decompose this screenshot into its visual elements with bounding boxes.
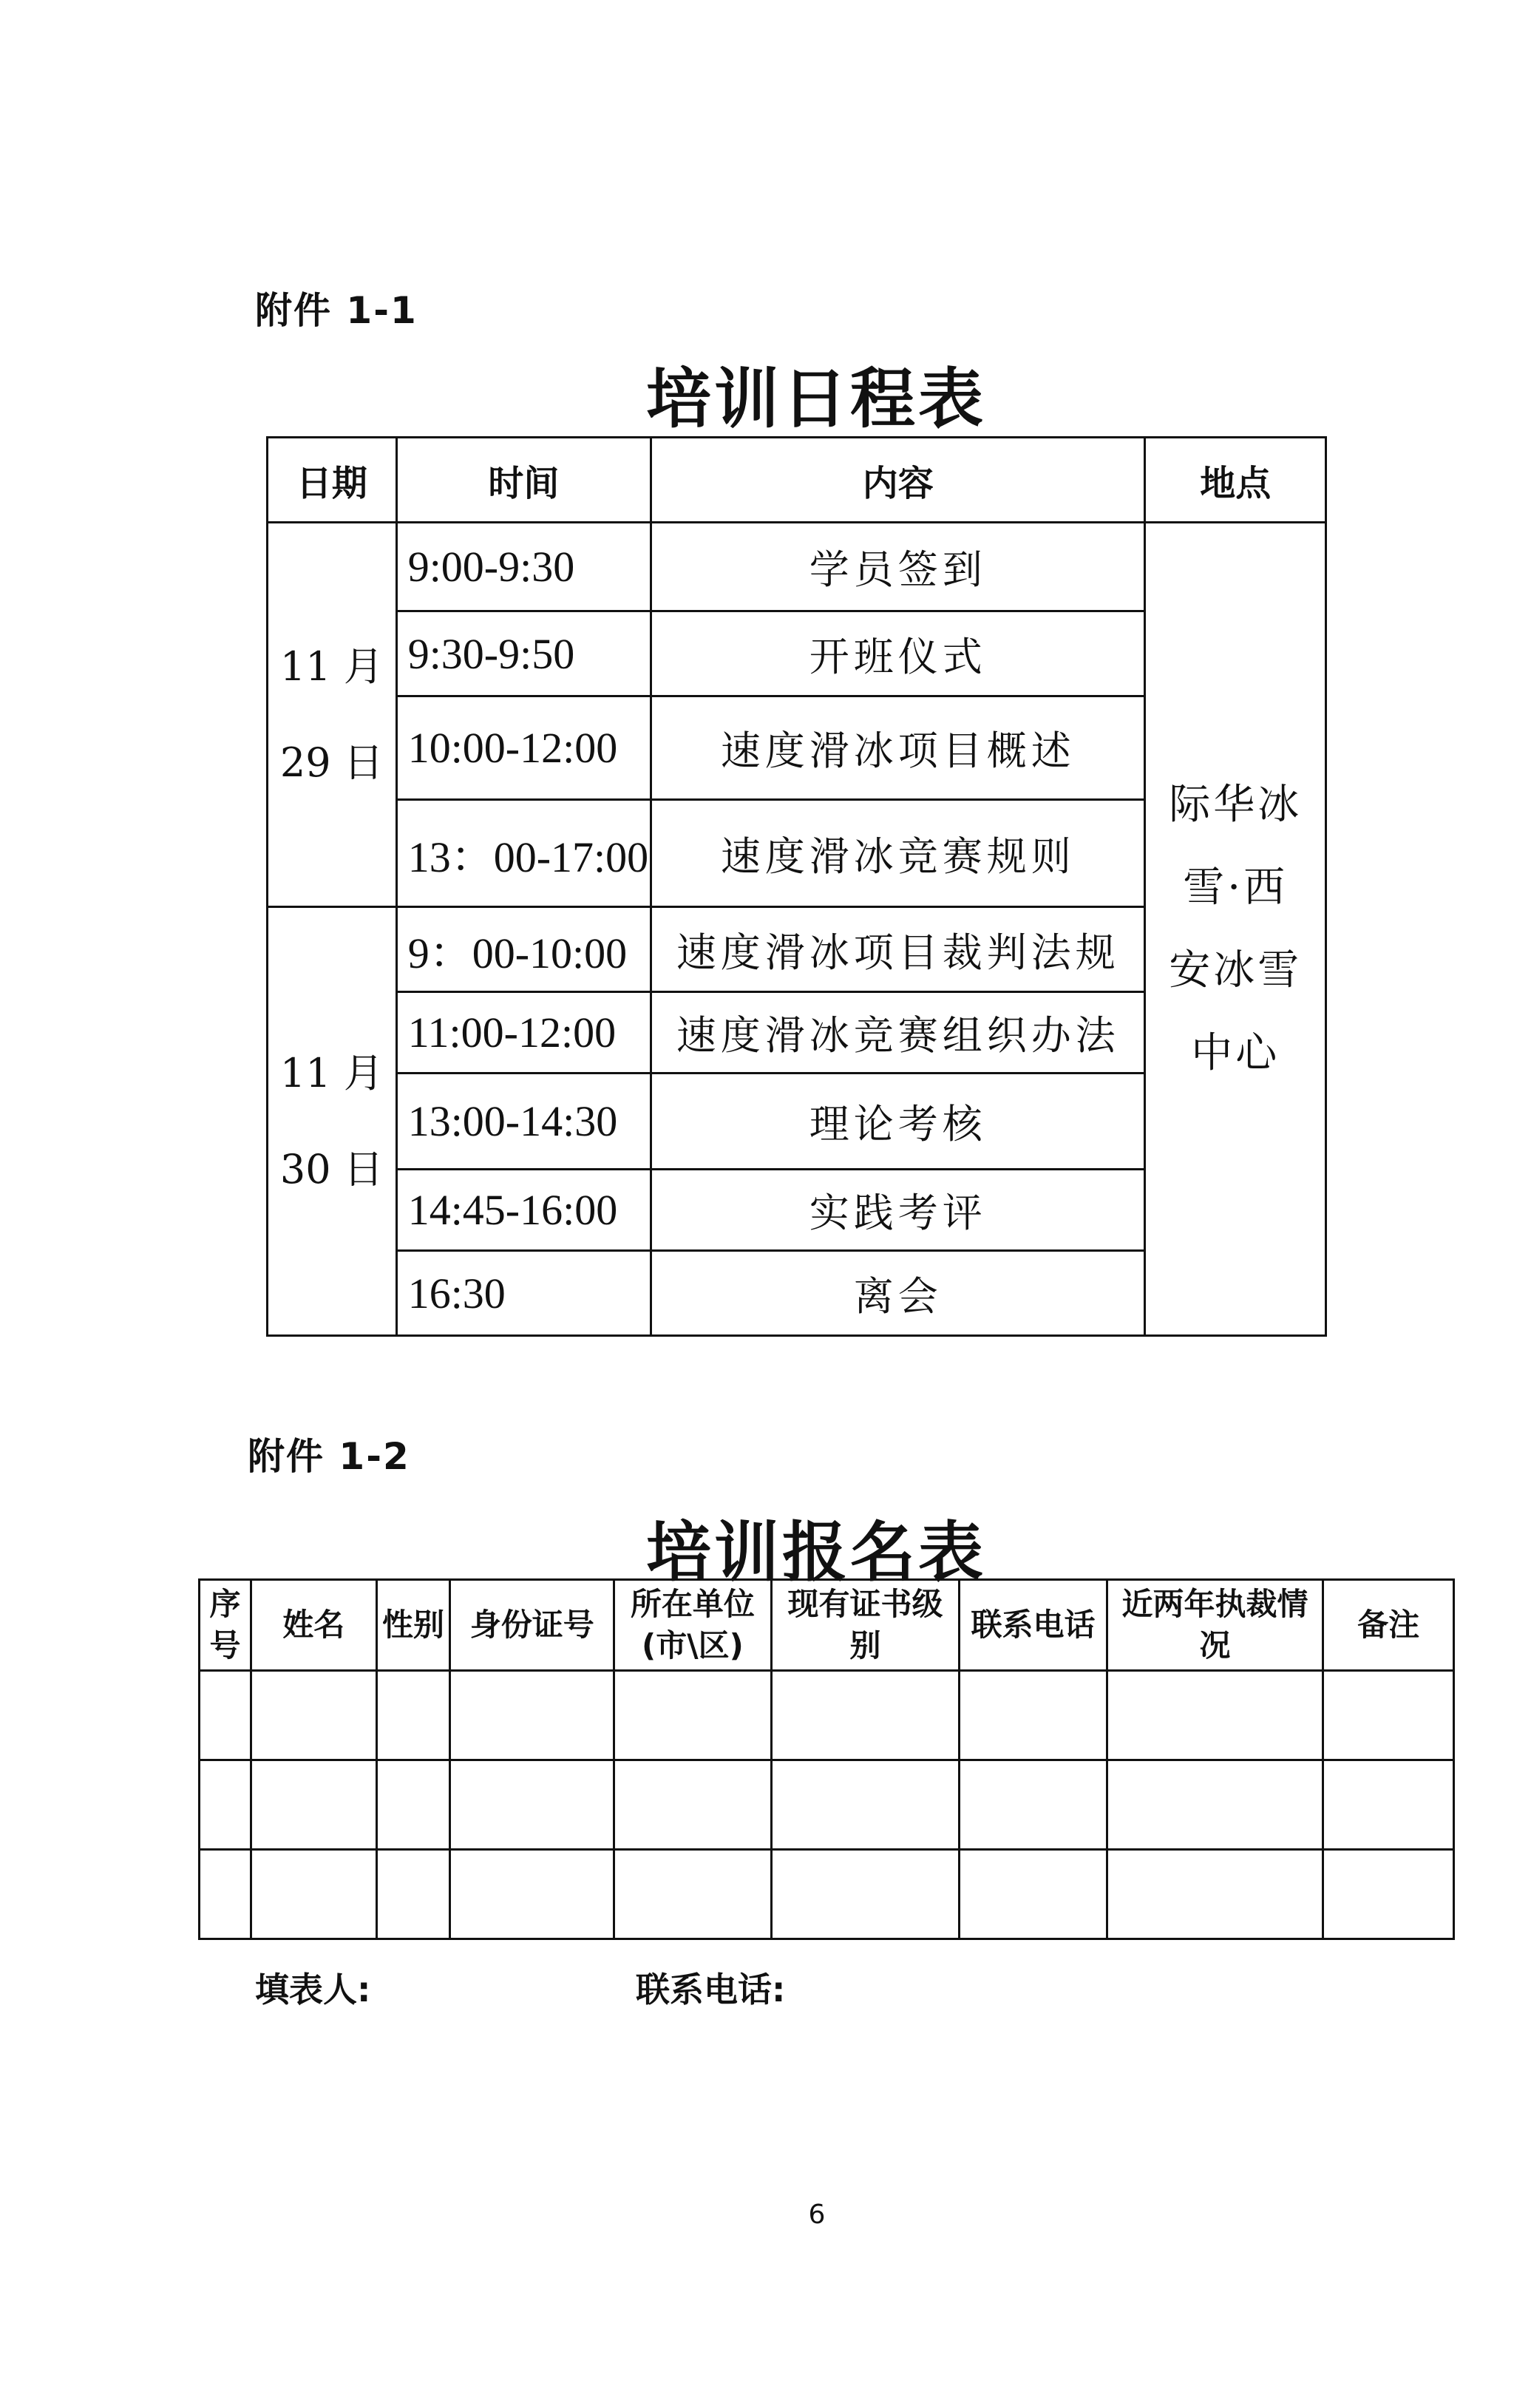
header-date: 日期 [268,438,397,523]
session-time: 16:30 [396,1251,651,1336]
phone-label: 联系电话: [636,1970,786,2010]
day-1-date: 11 月 29 日 [268,523,397,907]
session-time: 13：00-17:00 [396,800,651,907]
session-time: 13:00-14:30 [396,1074,651,1170]
header-time: 时间 [396,438,651,523]
header-content: 内容 [651,438,1145,523]
session-content: 理论考核 [651,1074,1145,1170]
blank-cell[interactable] [251,1671,376,1760]
session-time: 9：00-10:00 [396,907,651,992]
blank-cell[interactable] [376,1671,450,1760]
blank-cell[interactable] [450,1671,614,1760]
blank-cell[interactable] [1323,1850,1454,1939]
header-name: 姓名 [251,1580,376,1671]
session-time: 14:45-16:00 [396,1170,651,1251]
blank-cell[interactable] [960,1760,1107,1850]
attachment-2-label: 附件 1-2 [248,1435,410,1478]
session-content: 实践考评 [651,1170,1145,1251]
header-experience: 近两年执裁情况 [1107,1580,1323,1671]
blank-cell[interactable] [771,1671,960,1760]
blank-cell[interactable] [200,1850,251,1939]
header-phone: 联系电话 [960,1580,1107,1671]
table-row [268,523,1326,611]
header-location: 地点 [1145,438,1326,523]
blank-cell[interactable] [960,1671,1107,1760]
blank-cell[interactable] [960,1850,1107,1939]
schedule-header-row [268,438,1326,523]
header-unit: 所在单位(市\区) [614,1580,772,1671]
blank-cell[interactable] [1323,1671,1454,1760]
session-content: 速度滑冰项目概述 [651,696,1145,800]
header-serial: 序号 [200,1580,251,1671]
blank-cell[interactable] [614,1671,772,1760]
session-content: 速度滑冰项目裁判法规 [651,907,1145,992]
blank-cell[interactable] [450,1850,614,1939]
session-content: 速度滑冰竞赛组织办法 [651,992,1145,1074]
blank-cell[interactable] [614,1850,772,1939]
header-remarks: 备注 [1323,1580,1454,1671]
session-content: 离会 [651,1251,1145,1336]
blank-cell[interactable] [1107,1760,1323,1850]
blank-cell[interactable] [251,1850,376,1939]
page-number: 6 [808,2200,826,2230]
session-time: 11:00-12:00 [396,992,651,1074]
blank-cell[interactable] [771,1850,960,1939]
location-cell: 际华冰雪·西安冰雪中心 [1145,523,1326,1336]
session-content: 学员签到 [651,523,1145,611]
header-certificate: 现有证书级别 [771,1580,960,1671]
session-time: 9:30-9:50 [396,611,651,696]
registration-title: 培训报名表 [645,1513,986,1590]
session-content: 开班仪式 [651,611,1145,696]
session-content: 速度滑冰竞赛规则 [651,800,1145,907]
registration-header-row [200,1580,1454,1671]
blank-cell[interactable] [450,1760,614,1850]
table-row [200,1760,1454,1850]
header-gender: 性别 [376,1580,450,1671]
session-time: 10:00-12:00 [396,696,651,800]
blank-cell[interactable] [376,1850,450,1939]
attachment-1-label: 附件 1-1 [255,289,418,332]
table-row [200,1671,1454,1760]
blank-cell[interactable] [1107,1850,1323,1939]
blank-cell[interactable] [200,1760,251,1850]
filler-label: 填表人: [255,1970,371,2010]
blank-cell[interactable] [251,1760,376,1850]
blank-cell[interactable] [376,1760,450,1850]
blank-cell[interactable] [771,1760,960,1850]
header-id-number: 身份证号 [450,1580,614,1671]
blank-cell[interactable] [614,1760,772,1850]
blank-cell[interactable] [1323,1760,1454,1850]
schedule-title: 培训日程表 [645,360,986,437]
schedule-table [266,436,1327,1337]
table-row [200,1850,1454,1939]
session-time: 9:00-9:30 [396,523,651,611]
registration-table [198,1578,1455,1940]
blank-cell[interactable] [1107,1671,1323,1760]
day-2-date: 11 月 30 日 [268,907,397,1336]
blank-cell[interactable] [200,1671,251,1760]
